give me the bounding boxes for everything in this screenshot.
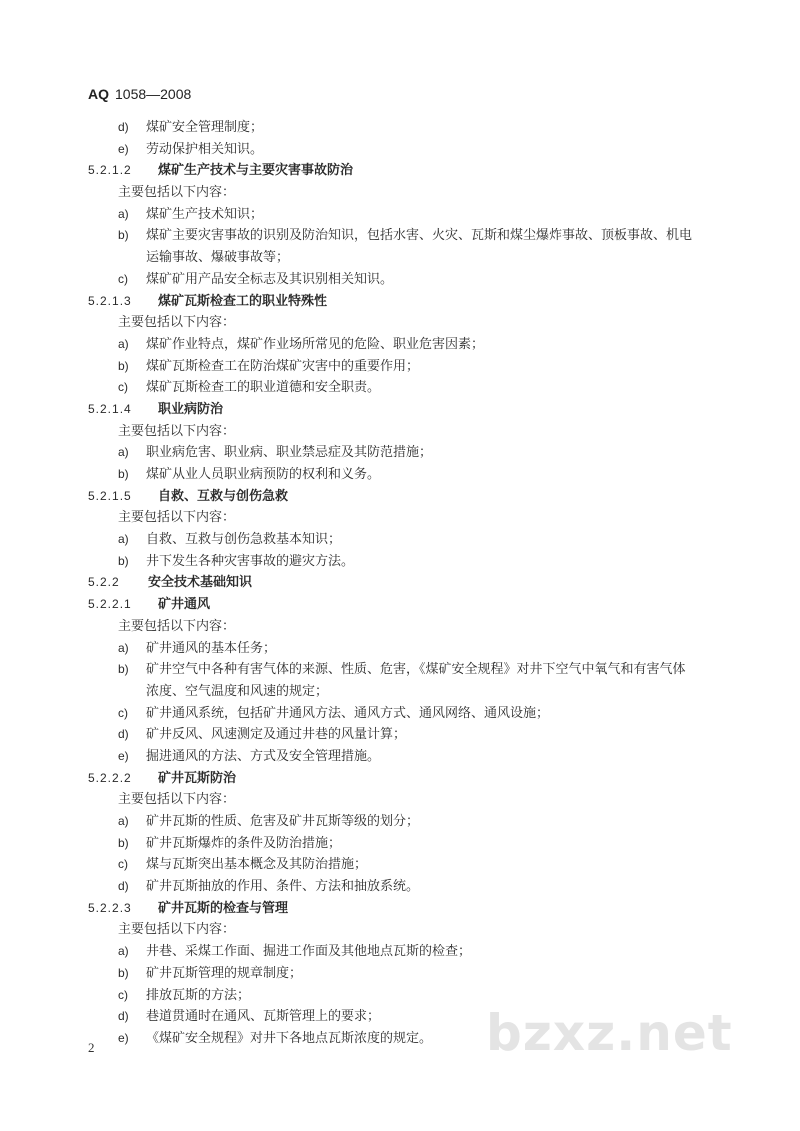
list-item [0,551,800,573]
list-item [0,225,800,247]
list-item-text: 煤矿从业人员职业病预防的权利和义务。 [146,467,381,482]
list-item [0,876,800,898]
standard-number: 1058—2008 [115,86,192,102]
list-item [0,356,800,378]
intro-text-content: 主要包括以下内容： [118,792,236,808]
list-item [0,941,800,963]
list-item [0,985,800,1007]
list-item-label: b) [118,835,129,850]
section-title: 矿井瓦斯的检查与管理 [158,900,289,916]
intro-text [0,789,800,811]
list-item-text: 矿井反风、风速测定及通过井巷的风量计算； [146,727,407,743]
list-item-label: c) [118,380,128,395]
list-item-text: 矿井通风系统，包括矿井通风方法、通风方式、通风网络、通风设施； [146,705,550,721]
list-item [0,854,800,876]
list-item-label: b) [118,662,129,677]
section-heading [0,898,800,920]
list-item-label: c) [118,271,128,286]
list-item-label: d) [118,120,129,134]
list-item-label: b) [118,228,129,243]
list-item [0,464,800,486]
list-item [0,724,800,746]
list-item-label: a) [118,445,129,460]
section-number: 5.2.2.3 [88,900,132,915]
intro-text-content: 主要包括以下内容： [118,618,236,634]
page-number: 2 [88,1040,95,1055]
intro-text [0,312,800,334]
list-item-text: 矿井瓦斯爆炸的条件及防治措施； [146,835,342,851]
list-item [0,117,800,139]
list-item-label: b) [118,358,129,373]
section-title: 煤矿生产技术与主要灾害事故防治 [158,163,354,179]
list-item-label: a) [118,532,129,547]
section-number: 5.2.1.2 [88,163,132,178]
intro-text [0,919,800,941]
intro-text-content: 主要包括以下内容： [118,510,236,526]
section-number: 5.2.2 [88,575,120,590]
list-item [0,963,800,985]
section-number: 5.2.2.1 [88,597,132,612]
list-item-label: e) [118,1030,129,1045]
list-item-text: 排放瓦斯的方法； [146,987,251,1003]
section-heading [0,594,800,616]
list-item-label: a) [118,944,129,959]
list-item-continuation [0,681,800,703]
list-item [0,204,800,226]
list-item-text: 职业病危害、职业病、职业禁忌症及其防范措施； [146,445,433,461]
section-title: 矿井瓦斯防治 [158,770,237,786]
list-item [0,377,800,399]
list-item-label: a) [118,206,129,221]
intro-text-content: 主要包括以下内容： [118,315,236,331]
intro-text [0,507,800,529]
section-title: 安全技术基础知识 [148,575,253,591]
list-item-text: 煤矿矿用产品安全标志及其识别相关知识。 [146,271,394,287]
section-title: 职业病防治 [158,401,224,417]
list-item-label: e) [118,141,129,156]
intro-text-content: 主要包括以下内容： [118,922,236,938]
list-item-label: a) [118,814,129,828]
intro-text-content: 主要包括以下内容： [118,185,236,201]
list-item-text: 自救、互救与创伤急救基本知识； [146,532,342,548]
list-item [0,703,800,725]
section-heading [0,291,800,313]
list-item [0,269,800,291]
list-item-text: 矿井空气中各种有害气体的来源、性质、危害，《煤矿安全规程》对井下空气中氧气和有害气体 [146,662,686,678]
section-heading [0,160,800,182]
list-item-text: 矿井通风的基本任务； [146,640,277,656]
intro-text [0,182,800,204]
list-item-text: 《煤矿安全规程》对井下各地点瓦斯浓度的规定。 [146,1030,433,1046]
list-item-text: 掘进通风的方法、方式及安全管理措施。 [146,748,381,764]
list-item-label: c) [118,705,128,720]
list-item-label: c) [118,987,128,1002]
section-number: 5.2.2.2 [88,770,132,785]
list-item [0,334,800,356]
list-item [0,442,800,464]
list-item-label: d) [118,1009,129,1024]
list-item-text: 矿井瓦斯抽放的作用、条件、方法和抽放系统。 [146,879,420,895]
list-item [0,659,800,681]
list-item-label: d) [118,879,129,894]
list-item-continuation [0,247,800,269]
list-item [0,811,800,833]
section-heading [0,572,800,594]
watermark-logo: bzxz.net [486,1004,733,1062]
continuation-text: 浓度、空气温度和风速的规定； [146,683,329,699]
intro-text [0,421,800,443]
list-item-label: b) [118,965,129,980]
list-item-label: a) [118,640,129,655]
list-item-text: 煤矿主要灾害事故的识别及防治知识，包括水害、火灾、瓦斯和煤尘爆炸事故、顶板事故、机电 [146,228,693,244]
section-heading [0,768,800,790]
list-item-label: b) [118,553,129,568]
list-item-text: 煤矿生产技术知识； [146,206,264,222]
list-item-label: d) [118,727,129,742]
list-item-label: c) [118,857,128,872]
standard-code-header [88,86,191,102]
list-item-text: 井下发生各种灾害事故的避灾方法。 [146,553,355,569]
continuation-text: 运输事故、爆破事故等； [146,250,290,266]
list-item-label: a) [118,336,129,351]
section-number: 5.2.1.5 [88,488,132,503]
list-item-label: b) [118,467,129,481]
section-heading [0,399,800,421]
list-item-label: e) [118,748,129,763]
list-item [0,529,800,551]
list-item-text: 巷道贯通时在通风、瓦斯管理上的要求； [146,1009,381,1025]
list-item-text: 煤矿作业特点，煤矿作业场所常见的危险、职业危害因素； [146,336,485,352]
list-item-text: 煤矿瓦斯检查工的职业道德和安全职责。 [146,380,381,396]
intro-text-content: 主要包括以下内容： [118,423,236,439]
list-item [0,833,800,855]
list-item-text: 井巷、采煤工作面、掘进工作面及其他地点瓦斯的检查； [146,944,472,960]
list-item [0,638,800,660]
section-title: 矿井通风 [158,597,211,613]
list-item-text: 煤矿瓦斯检查工在防治煤矿灾害中的重要作用； [146,358,420,374]
list-item-text: 劳动保护相关知识。 [146,141,264,157]
section-number: 5.2.1.4 [88,401,132,416]
list-item-text: 煤矿安全管理制度； [146,120,264,135]
list-item [0,139,800,161]
intro-text [0,616,800,638]
section-heading [0,486,800,508]
list-item-text: 煤与瓦斯突出基本概念及其防治措施； [146,857,368,873]
document-body [0,117,800,1050]
section-title: 煤矿瓦斯检查工的职业特殊性 [158,293,328,309]
list-item [0,746,800,768]
list-item-text: 矿井瓦斯的性质、危害及矿井瓦斯等级的划分； [146,814,420,829]
list-item-text: 矿井瓦斯管理的规章制度； [146,965,303,981]
section-title: 自救、互救与创伤急救 [158,488,289,504]
section-number: 5.2.1.3 [88,293,132,308]
standard-prefix: AQ [88,86,109,102]
